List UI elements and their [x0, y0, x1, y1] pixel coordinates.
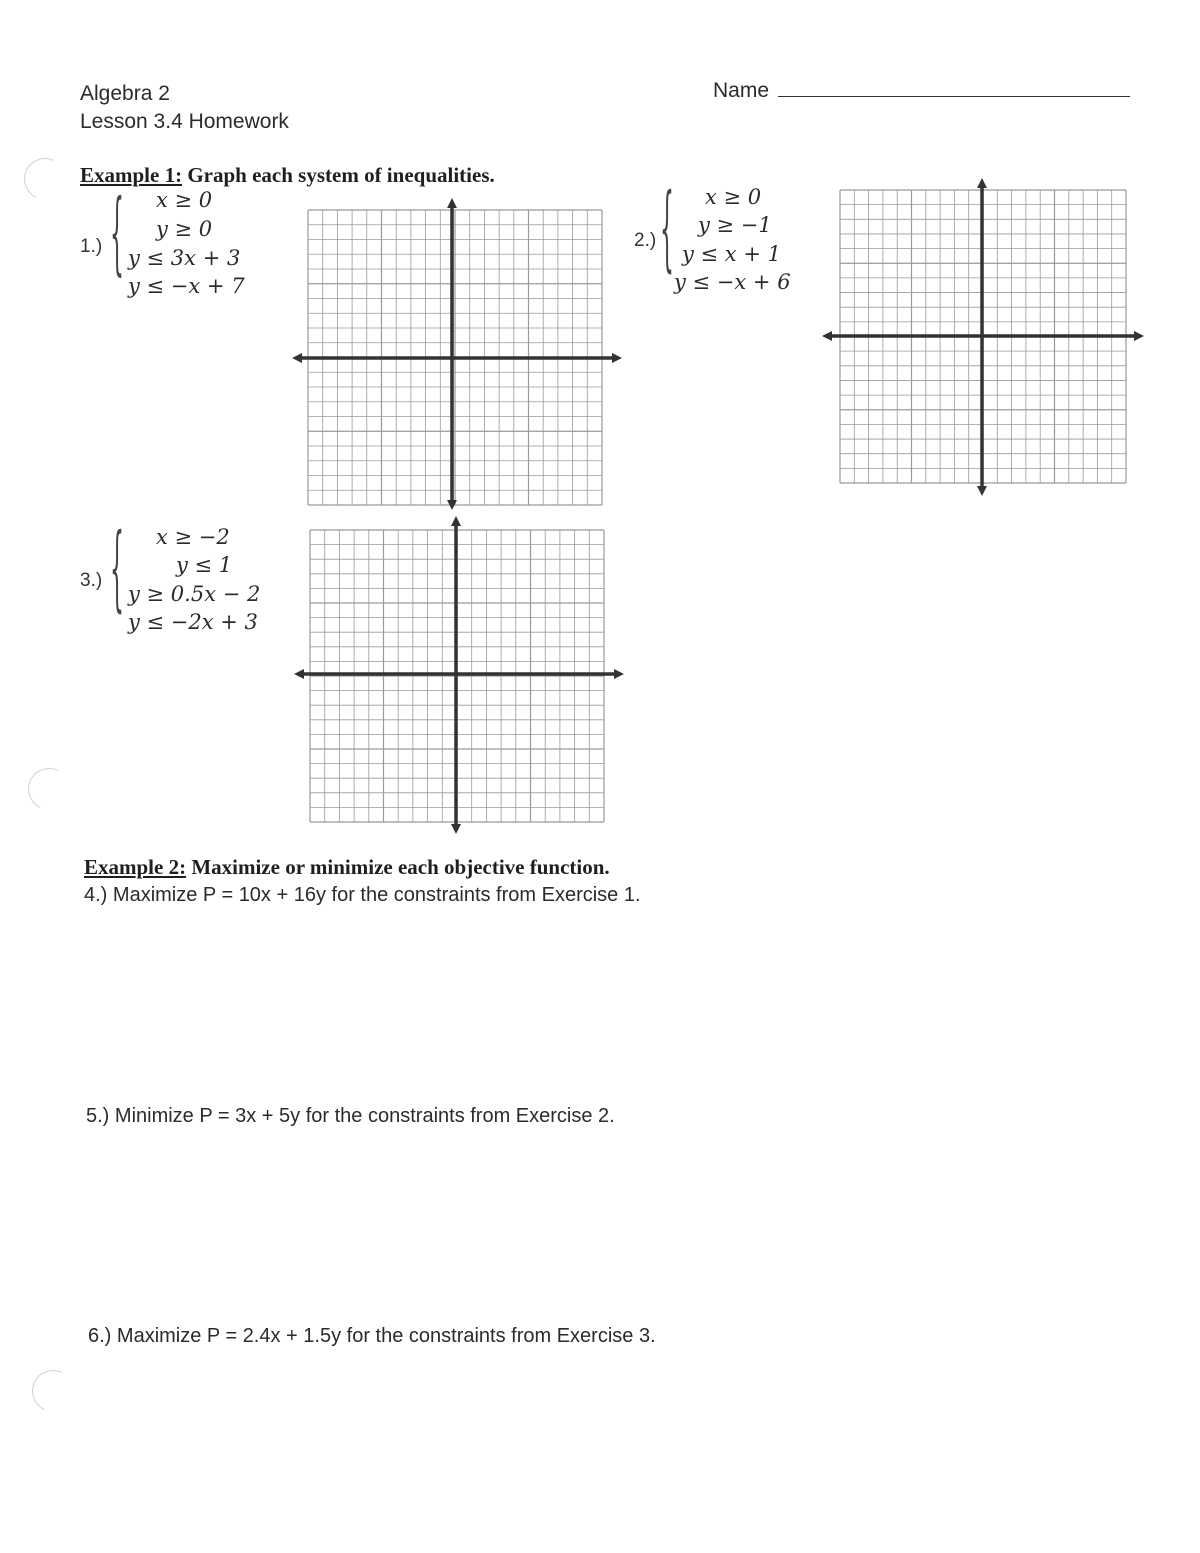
- exercise-2-line: x ≥ 0: [705, 185, 762, 209]
- x-axis-arrow-right-icon: [614, 669, 624, 679]
- y-axis-arrow-up-icon: [451, 516, 461, 526]
- graph-grid-exercise-3[interactable]: [294, 516, 624, 834]
- problem-6: [88, 1325, 656, 1348]
- example1-heading: [80, 163, 495, 188]
- example2-heading: [84, 855, 610, 880]
- name-field[interactable]: [778, 96, 1130, 97]
- exercise-3-line: x ≥ −2: [156, 525, 230, 549]
- name-label: Name: [713, 79, 770, 102]
- example1-label: Example 1:: [80, 163, 183, 187]
- exercise-2-line: y ≥ −1: [698, 213, 772, 237]
- exercise-1-number: 1.): [80, 236, 103, 257]
- x-axis-arrow-right-icon: [612, 353, 622, 363]
- exercise-3-line: y ≥ 0.5x − 2: [128, 582, 261, 606]
- y-axis-arrow-up-icon: [977, 178, 987, 188]
- course-title: Algebra 2: [80, 82, 170, 105]
- example1-instruction: Graph each system of inequalities.: [187, 163, 495, 187]
- x-axis-arrow-left-icon: [822, 331, 832, 341]
- exercise-3-line: y ≤ 1: [176, 553, 233, 577]
- problem-6-number: 6.): [88, 1325, 112, 1347]
- problem-4-number: 4.): [84, 884, 108, 906]
- x-axis-arrow-left-icon: [292, 353, 302, 363]
- exercise-2-line: y ≤ x + 1: [682, 242, 781, 266]
- exercise-1-line: x ≥ 0: [156, 188, 213, 212]
- binder-hole-top: [18, 152, 72, 206]
- exercise-1-line: y ≤ 3x + 3: [128, 246, 241, 270]
- exercise-2-number: 2.): [634, 230, 657, 251]
- example2-label: Example 2:: [84, 855, 187, 879]
- problem-5-number: 5.): [86, 1105, 110, 1127]
- y-axis-arrow-down-icon: [451, 824, 461, 834]
- brace-icon: {: [110, 519, 124, 625]
- exercise-1-line: y ≥ 0: [156, 217, 213, 241]
- x-axis-arrow-right-icon: [1134, 331, 1144, 341]
- lesson-title: Lesson 3.4 Homework: [80, 110, 289, 133]
- exercise-2-line: y ≤ −x + 6: [674, 270, 791, 294]
- exercise-3-line: y ≤ −2x + 3: [128, 610, 258, 634]
- graph-grid-exercise-1[interactable]: [292, 198, 622, 510]
- graph-grid-exercise-2[interactable]: [822, 178, 1144, 496]
- y-axis-arrow-down-icon: [977, 486, 987, 496]
- binder-hole-bottom: [26, 1364, 80, 1418]
- exercise-3-number: 3.): [80, 570, 103, 591]
- binder-hole-middle: [22, 762, 76, 816]
- example2-instruction: Maximize or minimize each objective function.: [191, 855, 610, 879]
- problem-6-text: Maximize P = 2.4x + 1.5y for the constraints from Exercise 3.: [116, 1325, 656, 1347]
- problem-5-text: Minimize P = 3x + 5y for the constraints from Exercise 2.: [114, 1105, 615, 1127]
- exercise-1-line: y ≤ −x + 7: [128, 274, 245, 298]
- problem-4-text: Maximize P = 10x + 16y for the constraints from Exercise 1.: [112, 884, 641, 906]
- brace-icon: {: [110, 185, 124, 289]
- problem-5: [86, 1105, 615, 1128]
- y-axis-arrow-up-icon: [447, 198, 457, 208]
- brace-icon: {: [660, 179, 674, 285]
- problem-4: [84, 884, 641, 907]
- x-axis-arrow-left-icon: [294, 669, 304, 679]
